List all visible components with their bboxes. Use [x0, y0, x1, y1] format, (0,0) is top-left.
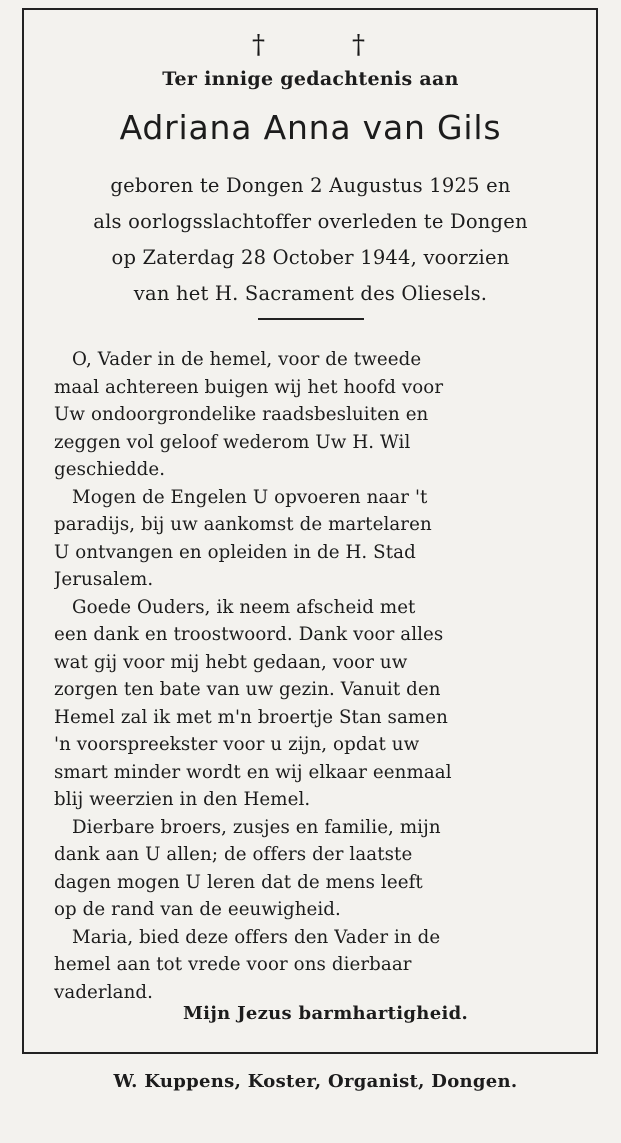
text-line: 'n voorspreekster voor u zijn, opdat uw: [54, 734, 420, 755]
text-line: op de rand van de eeuwigheid.: [54, 899, 341, 920]
text-line: U ontvangen en opleiden in de H. Stad: [54, 541, 416, 563]
text-line: dank aan U allen; de offers der laatste: [54, 844, 413, 865]
bio-line: op Zaterdag 28 October 1944, voorzien: [111, 246, 510, 269]
text-line: paradijs, bij uw aankomst de martelaren: [54, 514, 432, 535]
memorial-intro: Ter innige gedachtenis aan: [162, 68, 459, 90]
text-line: hemel aan tot vrede voor ons dierbaar: [54, 954, 412, 975]
cross-icon-left: †: [252, 30, 265, 60]
section-divider: [258, 318, 364, 320]
text-line: Jerusalem.: [54, 569, 154, 590]
bio-line: van het H. Sacrament des Oliesels.: [133, 282, 488, 305]
text-line: geschiedde.: [54, 459, 166, 480]
text-line: maal achtereen buigen wij het hoofd voor: [54, 376, 444, 398]
text-line: wat gij voor mij hebt gedaan, voor uw: [54, 651, 408, 673]
memorial-text: [54, 346, 570, 1006]
text-line: vaderland.: [54, 981, 154, 1003]
text-line: Uw ondoorgrondelike raadsbesluiten en: [54, 404, 429, 425]
bio-line: als oorlogsslachtoffer overleden te Dongen: [93, 210, 528, 233]
text-line: smart minder wordt en wij elkaar eenmaal: [54, 761, 452, 783]
cross-icon-right: †: [352, 30, 365, 60]
text-line: zorgen ten bate van uw gezin. Vanuit den: [54, 679, 441, 700]
text-line: blij weerzien in den Hemel.: [54, 789, 311, 810]
text-line: Dierbare broers, zusjes en familie, mijn: [72, 816, 441, 838]
text-line: Hemel zal ik met m'n broertje Stan samen: [54, 706, 448, 728]
text-line: Maria, bied deze offers den Vader in de: [72, 926, 441, 948]
text-line: O, Vader in de hemel, voor de tweede: [72, 349, 422, 370]
text-line: een dank en troostwoord. Dank voor alles: [54, 624, 444, 645]
bio-line: geboren te Dongen 2 Augustus 1925 en: [110, 174, 511, 197]
crosses-row: [0, 30, 621, 62]
text-line: Goede Ouders, ik neem afscheid met: [72, 596, 416, 618]
closing-prayer: Mijn Jezus barmhartigheid.: [182, 1003, 469, 1024]
deceased-name: Adriana Anna van Gils: [119, 108, 502, 147]
text-line: Mogen de Engelen U opvoeren naar 't: [72, 486, 428, 508]
text-line: zeggen vol geloof wederom Uw H. Wil: [54, 431, 411, 453]
text-line: dagen mogen U leren dat de mens leeft: [54, 871, 423, 893]
printer-credit: W. Kuppens, Koster, Organist, Dongen.: [113, 1071, 518, 1092]
